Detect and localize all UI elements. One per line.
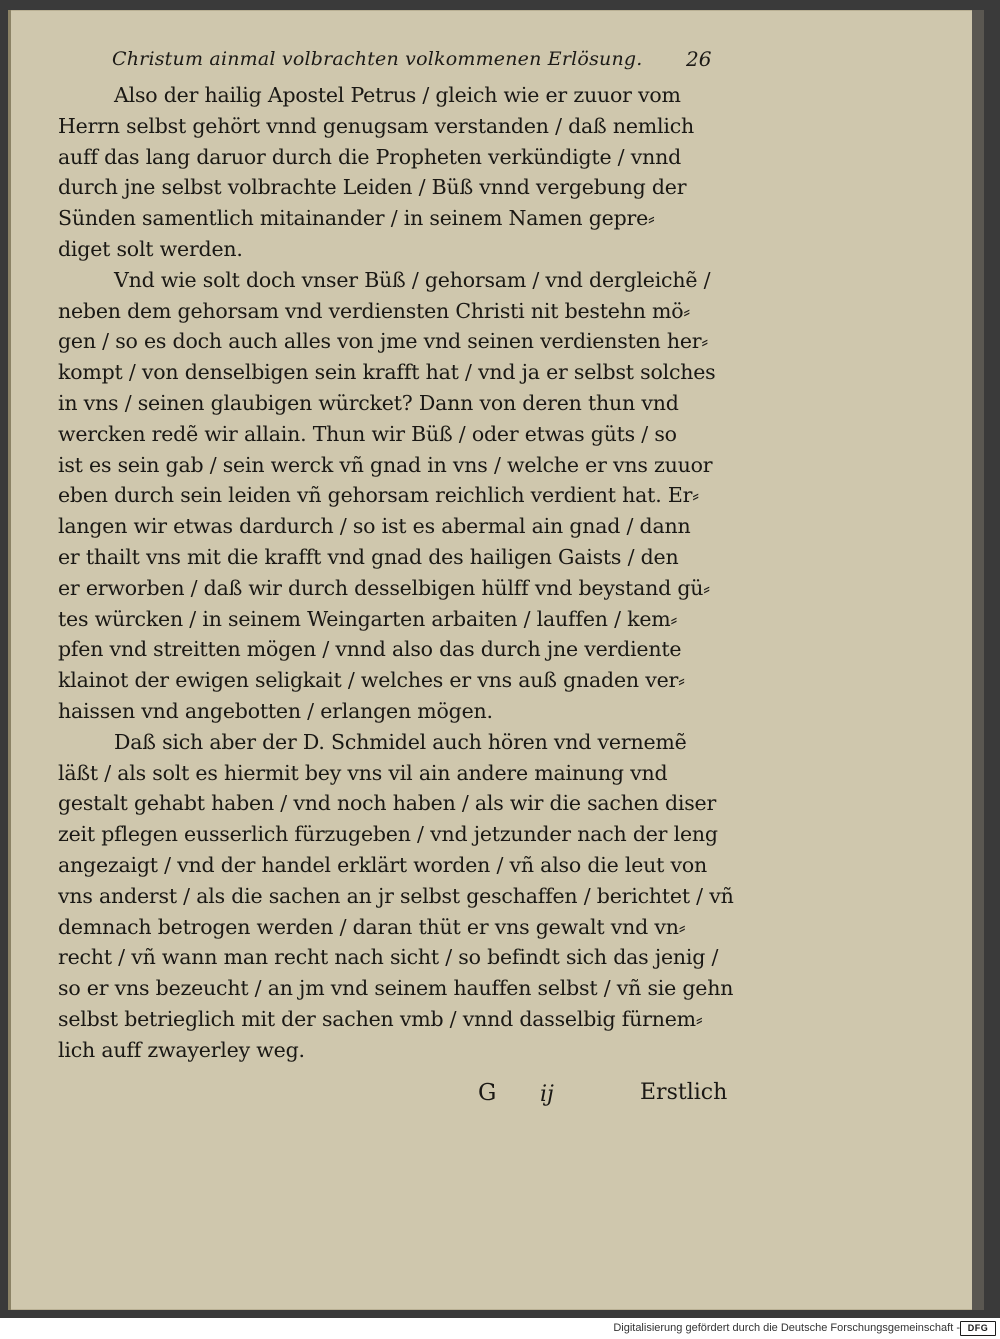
- text-line: zeit pflegen eusserlich fürzugeben / vnd jetzunder nach der leng: [58, 822, 718, 847]
- text-line: selbst betrieglich mit der sachen vmb / vnnd dasselbig fürnem⸗: [58, 1006, 703, 1031]
- text-line: auff das lang daruor durch die Propheten verkündigte / vnnd: [58, 144, 682, 169]
- text-line: läßt / als solt es hiermit bey vns vil ain andere mainung vnd: [58, 760, 668, 785]
- text-line: langen wir etwas dardurch / so ist es abermal ain gnad / dann: [58, 514, 691, 539]
- dfg-logo: DFG: [960, 1321, 996, 1336]
- text-line: pfen vnd streitten mögen / vnnd also das durch jne verdiente: [58, 637, 682, 662]
- text-line: er thailt vns mit die krafft vnd gnad des hailigen Gaists / den: [58, 544, 679, 569]
- text-line: Sünden samentlich mitainander / in seinem Namen gepre⸗: [58, 206, 655, 231]
- text-line: ist es sein gab / sein werck vñ gnad in vns / welche er vns zuuor: [58, 452, 713, 477]
- page-gutter: [8, 10, 11, 1310]
- folio-number: 26: [686, 47, 712, 71]
- text-line: Also der hailig Apostel Petrus / gleich wie er zuuor vom: [114, 83, 681, 107]
- text-line: gen / so es doch auch alles von jme vnd seinen verdiensten her⸗: [58, 329, 709, 354]
- signature-mark: G: [478, 1080, 497, 1106]
- text-line: diget solt werden.: [58, 236, 243, 261]
- text-line: Vnd wie solt doch vnser Büß / gehorsam / vnd dergleichẽ /: [114, 267, 711, 292]
- text-line: vns anderst / als die sachen an jr selbst geschaffen / berichtet / vñ: [58, 883, 734, 908]
- text-line: Daß sich aber der D. Schmidel auch hören vnd vernemẽ: [114, 729, 687, 754]
- text-line: recht / vñ wann man recht nach sicht / so befindt sich das jenig /: [58, 945, 719, 970]
- text-line: lich auff zwayerley weg.: [58, 1037, 305, 1062]
- text-line: angezaigt / vnd der handel erklärt worden / vñ also die leut von: [58, 852, 708, 877]
- text-line: wercken redẽ wir allain. Thun wir Büß / oder etwas güts / so: [58, 421, 677, 446]
- body-text: [58, 80, 748, 1066]
- catchword: Erstlich: [640, 1080, 728, 1105]
- text-line: Herrn selbst gehört vnnd genugsam verstanden / daß nemlich: [58, 113, 695, 138]
- running-head: Christum ainmal volbrachten volkommenen Erlösung.: [112, 48, 643, 70]
- text-line: durch jne selbst volbrachte Leiden / Büß vnnd vergebung der: [58, 175, 687, 200]
- text-line: so er vns bezeucht / an jm vnd seinem hauffen selbst / vñ sie gehn: [58, 976, 734, 1001]
- text-line: demnach betrogen werden / daran thüt er vns gewalt vnd vn⸗: [58, 914, 686, 939]
- text-line: in vns / seinen glaubigen würcket? Dann von deren thun vnd: [58, 390, 679, 415]
- page-edge-shadow: [972, 10, 984, 1310]
- text-line: neben dem gehorsam vnd verdiensten Christi nit bestehn mö⸗: [58, 298, 691, 323]
- digitization-credit: Digitalisierung gefördert durch die Deutsche Forschungsgemeinschaft -: [613, 1322, 960, 1334]
- text-line: haissen vnd angebotten / erlangen mögen.: [58, 698, 493, 723]
- text-line: er erworben / daß wir durch desselbigen hülff vnd beystand gü⸗: [58, 575, 710, 600]
- text-line: kompt / von denselbigen sein krafft hat / vnd ja er selbst solches: [58, 360, 716, 385]
- text-line: gestalt gehabt haben / vnd noch haben / als wir die sachen diser: [58, 791, 717, 816]
- signature-number: ij: [540, 1082, 554, 1107]
- text-line: tes würcken / in seinem Weingarten arbaiten / lauffen / kem⸗: [58, 606, 678, 631]
- text-line: klainot der ewigen seligkait / welches er vns auß gnaden ver⸗: [58, 668, 685, 693]
- text-line: eben durch sein leiden vñ gehorsam reichlich verdient hat. Er⸗: [58, 483, 699, 508]
